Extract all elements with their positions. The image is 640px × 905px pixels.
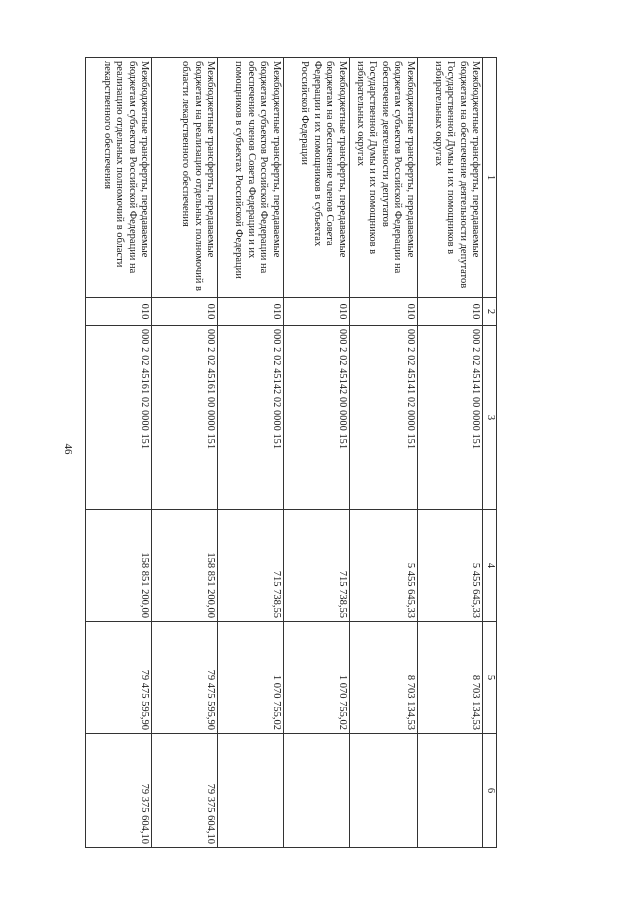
row-name: Межбюджетные трансферты, передаваемые бюджетам на реализацию отдельных полномочий в области лекарственного обеспечения — [152, 58, 218, 298]
row-value-col4: 5 455 645,33 — [349, 510, 417, 622]
row-admin-code: 010 — [218, 298, 284, 326]
table-row — [417, 58, 483, 848]
row-value-col5: 1 070 755,02 — [284, 622, 350, 734]
table-row — [86, 58, 152, 848]
row-name: Межбюджетные трансферты, передаваемые бюджетам субъектов Российской Федерации на реализацию отдельных полномочий в области лекарственного обеспечения — [86, 58, 152, 298]
row-value-col5: 8 703 134,53 — [349, 622, 417, 734]
header-row — [483, 58, 497, 848]
row-value-col5: 79 475 595,90 — [152, 622, 218, 734]
row-admin-code: 010 — [284, 298, 350, 326]
row-value-col4: 158 851 200,00 — [86, 510, 152, 622]
row-value-col6 — [349, 734, 417, 848]
table-row — [152, 58, 218, 848]
row-value-col5: 8 703 134,53 — [417, 622, 483, 734]
row-budget-code: 000 2 02 45141 02 0000 151 — [349, 326, 417, 510]
row-admin-code: 010 — [417, 298, 483, 326]
row-value-col4: 158 851 200,00 — [152, 510, 218, 622]
row-name: Межбюджетные трансферты, передаваемые бюджетам субъектов Российской Федерации на обеспечение деятельности депутатов Государственной Думы и их помощников в избирательных округах — [349, 58, 417, 298]
row-budget-code: 000 2 02 45142 00 0000 151 — [284, 326, 350, 510]
row-admin-code: 010 — [152, 298, 218, 326]
row-value-col4: 715 738,55 — [284, 510, 350, 622]
row-value-col4: 5 455 645,33 — [417, 510, 483, 622]
header-col-2: 2 — [483, 298, 497, 326]
table-row — [218, 58, 284, 848]
header-col-1: 1 — [483, 58, 497, 298]
row-admin-code: 010 — [86, 298, 152, 326]
table-row — [349, 58, 417, 848]
row-value-col6: 79 375 604,10 — [152, 734, 218, 848]
row-name: Межбюджетные трансферты, передаваемые бюджетам субъектов Российской Федерации на обеспечение членов Совета Федерации и их помощников в субъектах Российской Федерации — [218, 58, 284, 298]
row-value-col6: 79 375 604,10 — [86, 734, 152, 848]
row-admin-code: 010 — [349, 298, 417, 326]
header-col-6: 6 — [483, 734, 497, 848]
table-container — [85, 57, 497, 847]
row-name: Межбюджетные трансферты, передаваемые бюджетам на обеспечение деятельности депутатов Государственной Думы и их помощников в избирательных округах — [417, 58, 483, 298]
row-value-col4: 715 738,55 — [218, 510, 284, 622]
table-row — [284, 58, 350, 848]
header-col-5: 5 — [483, 622, 497, 734]
row-value-col5: 1 070 755,02 — [218, 622, 284, 734]
row-name: Межбюджетные трансферты, передаваемые бюджетам на обеспечение членов Совета Федерации и их помощников в субъектах Российской Федерации — [284, 58, 350, 298]
row-value-col6 — [284, 734, 350, 848]
row-budget-code: 000 2 02 45141 00 0000 151 — [417, 326, 483, 510]
row-budget-code: 000 2 02 45161 00 0000 151 — [152, 326, 218, 510]
budget-table — [85, 57, 497, 848]
header-col-3: 3 — [483, 326, 497, 510]
header-col-4: 4 — [483, 510, 497, 622]
row-budget-code: 000 2 02 45161 02 0000 151 — [86, 326, 152, 510]
row-value-col6 — [218, 734, 284, 848]
row-budget-code: 000 2 02 45142 02 0000 151 — [218, 326, 284, 510]
page-number: 46 — [62, 443, 74, 455]
row-value-col5: 79 475 595,90 — [86, 622, 152, 734]
row-value-col6 — [417, 734, 483, 848]
